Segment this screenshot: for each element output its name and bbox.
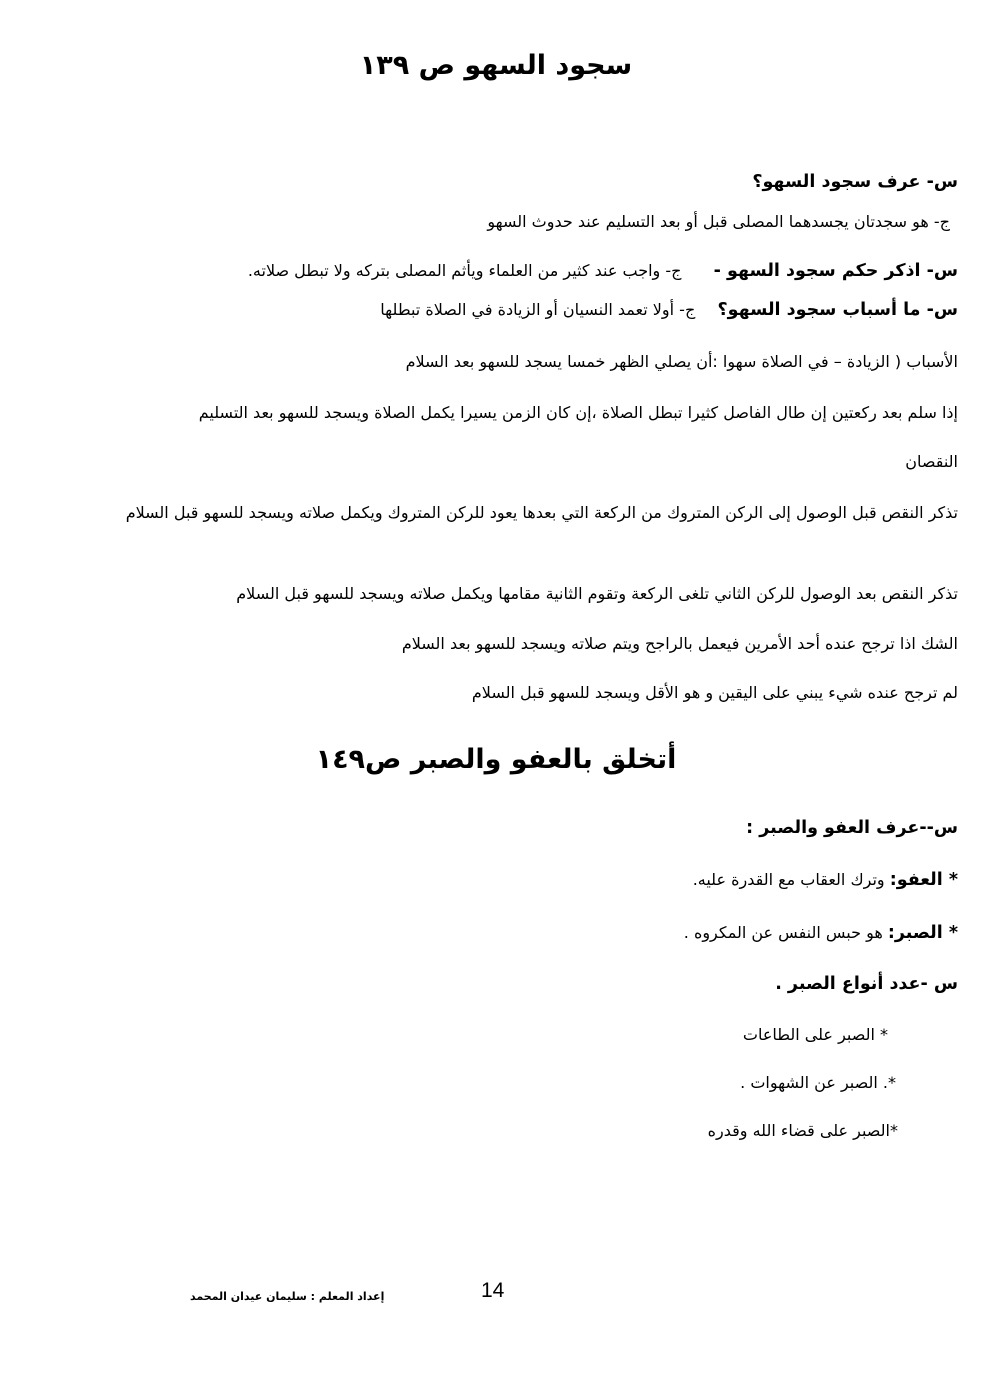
answer-text: ج- أولا تعمد النسيان أو الزيادة في الصلاة تبطلها <box>380 300 696 319</box>
question-text: س -عدد أنواع الصبر . <box>775 974 958 994</box>
page-number: 14 <box>481 1279 505 1302</box>
list-item: *الصبر على قضاء الله وقدره <box>707 1121 898 1140</box>
definition-term: * العفو: <box>889 870 958 890</box>
list-item: *. الصبر عن الشهوات . <box>740 1073 896 1092</box>
question-ruling <box>248 261 958 281</box>
definition-text: وترك العقاب مع القدرة عليه. <box>692 870 885 889</box>
footer-author: إعداد المعلم : سليمان عيدان المحمد <box>190 1290 385 1303</box>
answer-define-sujood: ج- هو سجدتان يجسدهما المصلى قبل أو بعد التسليم عند حدوث السهو <box>487 212 950 231</box>
question-define-sujood <box>752 172 958 192</box>
definition-forgiveness <box>693 870 958 890</box>
paragraph-doubt-preferred: الشك اذا ترجح عنده أحد الأمرين فيعمل بالراجح ويتم صلاته ويسجد للسهو بعد السلام <box>401 634 958 653</box>
definition-term: * الصبر: <box>887 923 958 943</box>
paragraph-addition: الأسباب ( الزيادة – في الصلاة سهوا :أن يصلي الظهر خمسا يسجد للسهو بعد السلام <box>405 352 958 371</box>
question-text: س--عرف العفو والصبر : <box>746 818 958 838</box>
question-text: س- ما أسباب سجود السهو؟ <box>717 300 958 320</box>
definition-text: هو حبس النفس عن المكروه . <box>683 923 883 942</box>
paragraph-deficiency-heading: النقصان <box>905 452 958 471</box>
section-title-sujood: سجود السهو ص ١٣٩ <box>359 50 633 81</box>
definition-patience <box>684 923 958 943</box>
question-types-patience <box>775 974 958 994</box>
answer-text: ج- واجب عند كثير من العلماء ويأثم المصلى بتركه ولا تبطل صلاته. <box>247 261 682 280</box>
question-causes <box>380 300 958 320</box>
list-item: * الصبر على الطاعات <box>742 1025 888 1044</box>
question-text: س- اذكر حكم سجود السهو - <box>713 261 958 281</box>
question-text: س- عرف سجود السهو؟ <box>752 172 958 192</box>
paragraph-deficiency-before: تذكر النقص قبل الوصول إلى الركن المتروك من الركعة التي بعدها يعود للركن المتروك ويكمل صلاته ويسجد للسهو قبل السلام <box>125 503 958 522</box>
section-title-forgiveness: أتخلق بالعفو والصبر ص١٤٩ <box>315 744 677 775</box>
paragraph-salam-early: إذا سلم بعد ركعتين إن طال الفاصل كثيرا تبطل الصلاة ،إن كان الزمن يسيرا يكمل الصلاة ويسجد للسهو بعد التسليم <box>198 403 958 422</box>
paragraph-deficiency-after: تذكر النقص بعد الوصول للركن الثاني تلغى الركعة وتقوم الثانية مقامها ويكمل صلاته ويسجد للسهو قبل السلام <box>236 584 958 603</box>
question-define-forgiveness <box>746 818 958 838</box>
paragraph-doubt-certain: لم ترجح عنده شيء يبني على اليقين و هو الأقل ويسجد للسهو قبل السلام <box>471 683 958 702</box>
